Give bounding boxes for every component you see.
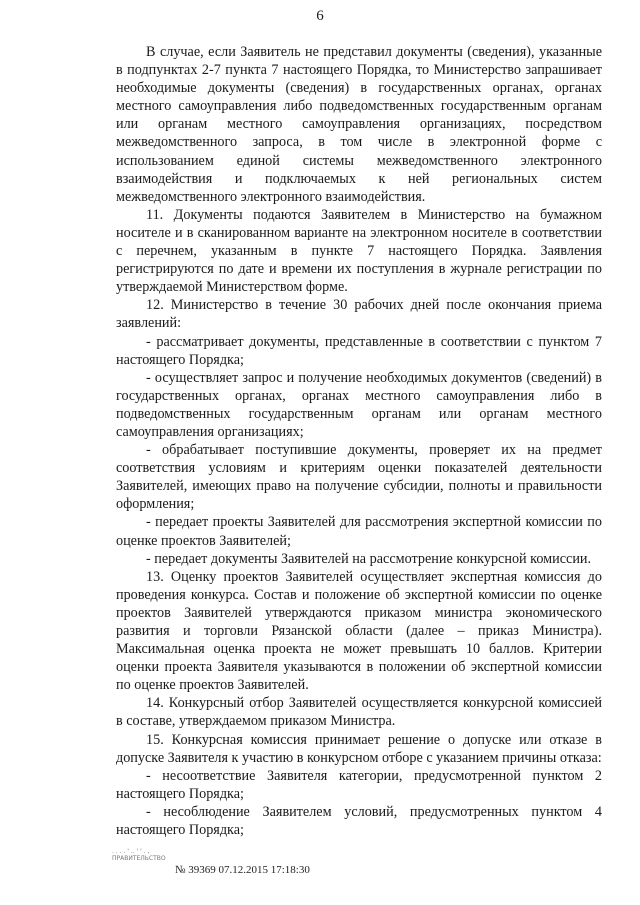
stamp-line: . . . . ' .. ' ' . , bbox=[112, 848, 150, 855]
paragraph-13: 13. Оценку проектов Заявителей осуществляет экспертная комиссия до проведения конкурса. Состав и положение об экспертной комиссии по оценке проектов Заявителей утверждаются приказом министра экономического развития и торговли Рязанской области (далее – приказ Министра). Максимальная оценка проекта не может превышать 10 баллов. Критерии оценки проекта Заявителя указываются в положении об экспертной комиссии по оценке проектов Заявителей. bbox=[116, 568, 602, 694]
paragraph-missing-documents: В случае, если Заявитель не представил документы (сведения), указанные в подпунктах 2-7 пункта 7 настоящего Порядка, то Министерство запрашивает необходимые документы (сведения) в государственных органах, органах местного самоуправления либо подведомственных государственным органам или органам местного самоуправления организациях, посредством межведомственного запроса, в том числе в электронной форме с использованием единой системы межведомственного электронного взаимодействия и подключаемых к ней региональных систем межведомственного электронного взаимодействия. bbox=[116, 44, 602, 205]
stamp-line: ПРАВИТЕЛЬСТВО bbox=[112, 855, 166, 862]
paragraph-15: 15. Конкурсная комиссия принимает решение о допуске или отказе в допуске Заявителя к участию в конкурсном отборе с указанием причины отказа: bbox=[116, 731, 602, 766]
paragraph-11: 11. Документы подаются Заявителем в Министерство на бумажном носителе и в сканированном варианте на электронном носителе в соответствии с перечнем, указанным в пункте 7 настоящего Порядка. Заявления регистрируются по дате и времени их поступления в журнале регистрации по утверждаемой Министерством форме. bbox=[116, 206, 602, 296]
document-registration-id: № 39369 07.12.2015 17:18:30 bbox=[175, 864, 310, 876]
list-item: - передает проекты Заявителей для рассмотрения экспертной комиссии по оценке проектов Заявителей; bbox=[116, 514, 602, 549]
paragraph-14: 14. Конкурсный отбор Заявителей осуществляется конкурсной комиссией в составе, утверждаемом приказом Министра. bbox=[116, 695, 602, 730]
paragraph-12: 12. Министерство в течение 30 рабочих дней после окончания приема заявлений: bbox=[116, 297, 602, 332]
list-item: - обрабатывает поступившие документы, проверяет их на предмет соответствия условиям и критериям оценки показателей деятельности Заявителей, имеющих право на получение субсидии, полноты и правильности оформления; bbox=[116, 442, 602, 513]
footer-stamp bbox=[112, 848, 166, 862]
list-item: - рассматривает документы, представленные в соответствии с пунктом 7 настоящего Порядка; bbox=[116, 333, 602, 368]
list-item: - несоответствие Заявителя категории, предусмотренной пунктом 2 настоящего Порядка; bbox=[116, 767, 602, 802]
list-item: - передает документы Заявителей на рассмотрение конкурсной комиссии. bbox=[146, 550, 592, 567]
page-number: 6 bbox=[316, 8, 324, 24]
list-item: - осуществляет запрос и получение необходимых документов (сведений) в государственных органах, органах местного самоуправления либо в подведомственных государственным органам или органам местного самоуправления организациях; bbox=[116, 369, 602, 440]
document-body bbox=[116, 43, 602, 839]
list-item: - несоблюдение Заявителем условий, предусмотренных пунктом 4 настоящего Порядка; bbox=[116, 803, 602, 839]
